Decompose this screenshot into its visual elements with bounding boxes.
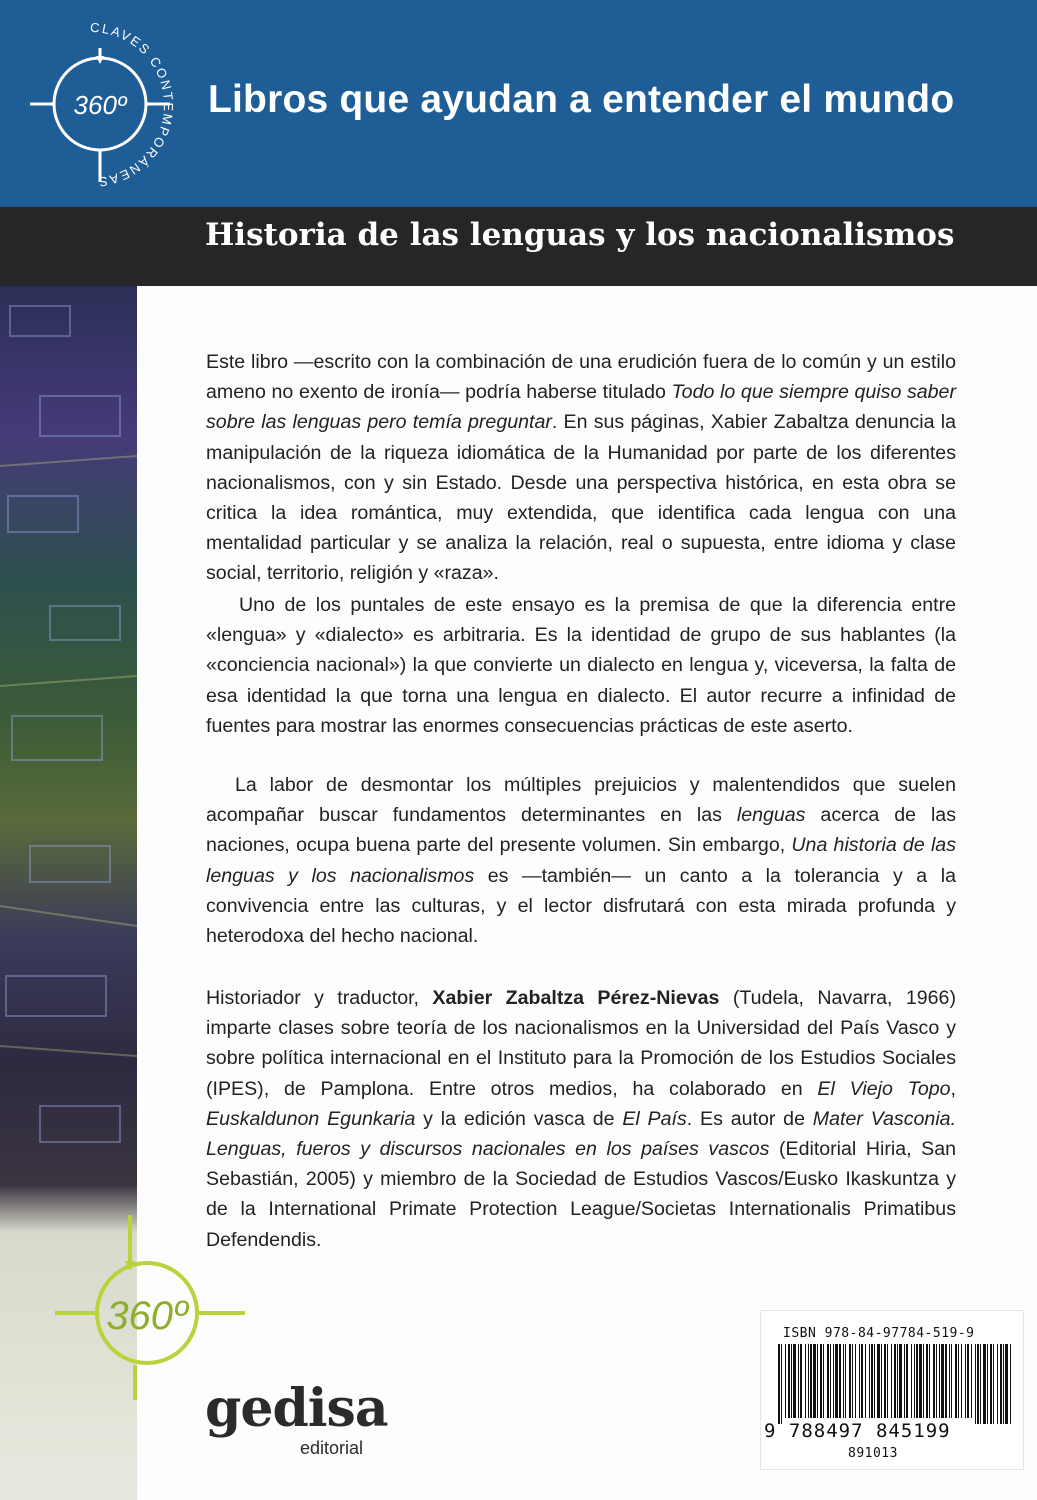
barcode-bar <box>1010 1344 1011 1424</box>
barcode-bar <box>971 1344 972 1418</box>
series-ring-text: CLAVES CONTEMPORÁNEAS <box>89 19 177 190</box>
barcode-bar <box>980 1344 981 1424</box>
barcode-bar <box>817 1344 818 1418</box>
barcode-bar <box>941 1344 944 1418</box>
barcode-bar <box>877 1344 880 1418</box>
bottom-badge: 360º <box>106 1294 188 1338</box>
barcode-bar <box>833 1344 834 1418</box>
barcode-bar <box>951 1344 952 1418</box>
barcode-bar <box>939 1344 940 1418</box>
barcode-bar <box>983 1344 986 1424</box>
author-bio: Historiador y traductor, Xabier Zabaltza Pérez-Nievas (Tudela, Navarra, 1966) imparte clases sobre teoría de los nacionalismos en la Universidad del País Vasco y sobre política internacional en el Instituto para la Promoción de los Estudios Sociales (IPES), de Pamplona. Entre otros medios, ha colaborado en El Viejo Topo, Euskaldunon Egunkaria y la edición vasca de El País. Es autor de Mater Vasconia. Lenguas, fueros y discursos nacionales en los países vascos (Editorial Hiria, San Sebastián, 2005) y miembro de la Sociedad de Estudios Vascos/Eusko Ikaskuntza y de la International Primate Protection League/Societas Internationalis Primatibus Defendendis. <box>206 987 957 1251</box>
book-title: Historia de las lenguas y los nacionalismos <box>205 217 955 253</box>
barcode-bar <box>975 1344 976 1424</box>
barcode-bar <box>835 1344 838 1418</box>
publisher-subtitle: editorial <box>300 1438 364 1458</box>
barcode-bar <box>884 1344 886 1418</box>
blurb-paragraph-2: Uno de los puntales de este ensayo es la premisa de que la diferencia entre «lengua» y «dialecto» es arbitraria. Es la identidad de grupo de sus hablantes (la «conciencia nacional») la que convierte un dialecto en lengua y, viceversa, la falta de esa identidad la que torna una lengua en dialecto. El autor recurre a infinidad de fuentes para mostrar las enormes consecuencias prácticas de este aserto. <box>206 594 956 737</box>
barcode-bar <box>965 1344 966 1418</box>
barcode-bar <box>911 1344 912 1418</box>
price-code: 891013 <box>848 1446 898 1461</box>
barcode-bar <box>929 1344 930 1418</box>
series-badge: 360º <box>73 90 127 120</box>
barcode-bar <box>949 1344 950 1418</box>
barcode-bar <box>810 1344 812 1418</box>
barcode-bar <box>1000 1344 1002 1424</box>
compass-360-icon <box>55 1215 250 1400</box>
barcode-bar <box>805 1344 806 1418</box>
barcode-bar <box>852 1344 853 1418</box>
barcode-bar <box>785 1344 786 1418</box>
barcode-bar <box>820 1344 822 1418</box>
barcode-bar <box>955 1344 957 1418</box>
barcode-bar <box>788 1344 790 1418</box>
barcode-bar <box>1003 1344 1004 1424</box>
barcode-bar <box>808 1344 809 1418</box>
barcode-bar <box>919 1344 922 1418</box>
barcode-bar <box>997 1344 998 1424</box>
publisher-logo: gedisa <box>205 1378 388 1439</box>
barcode-bar <box>993 1344 994 1424</box>
barcode <box>776 1344 1016 1424</box>
barcode-bar <box>855 1344 856 1418</box>
barcode-bar <box>891 1344 892 1418</box>
barcode-bar <box>845 1344 846 1418</box>
barcode-bar <box>843 1344 844 1418</box>
barcode-bar <box>827 1344 829 1418</box>
barcode-bar <box>861 1344 863 1418</box>
author-name: Xabier Zabaltza Pérez-Nievas <box>432 987 720 1009</box>
barcode-bar <box>987 1344 988 1424</box>
barcode-bar <box>894 1344 896 1418</box>
barcode-bar <box>859 1344 860 1418</box>
barcode-bar <box>830 1344 831 1418</box>
barcode-bar <box>813 1344 816 1418</box>
barcode-bar <box>778 1344 780 1424</box>
blurb-paragraph-3: La labor de desmontar los múltiples prejuicios y malentendidos que suelen acompañar buscar fundamentos determinantes en las lenguas acerca de las naciones, ocupa buena parte del presente volumen. Sin embargo, Una historia de las lenguas y los nacionalismos es —también— un canto a la tolerancia y a la convivencia entre las culturas, y el lector disfrutará con esta mirada profunda y heterodoxa del hecho nacional. <box>206 774 956 948</box>
barcode-bar <box>793 1344 796 1418</box>
barcode-bar <box>874 1344 875 1418</box>
barcode-bar <box>967 1344 969 1418</box>
barcode-bar <box>923 1344 924 1418</box>
barcode-bar <box>961 1344 962 1418</box>
barcode-bar <box>926 1344 928 1418</box>
barcode-bar <box>791 1344 792 1418</box>
isbn-label: ISBN 978-84-97784-519-9 <box>783 1326 975 1341</box>
barcode-bar <box>945 1344 947 1418</box>
barcode-bar <box>990 1344 992 1424</box>
barcode-bar <box>904 1344 905 1418</box>
barcode-digits: 9 788497 845199 <box>764 1420 951 1442</box>
barcode-bar <box>977 1344 979 1424</box>
barcode-bar <box>800 1344 802 1418</box>
barcode-bar <box>871 1344 873 1418</box>
barcode-bar <box>958 1344 959 1418</box>
barcode-bar <box>897 1344 898 1418</box>
series-header-band <box>0 0 1037 207</box>
barcode-bar <box>869 1344 870 1418</box>
barcode-bar <box>914 1344 915 1418</box>
barcode-bar <box>781 1344 782 1424</box>
series-tagline: Libros que ayudan a entender el mundo <box>208 78 955 121</box>
barcode-bar <box>849 1344 851 1418</box>
barcode-bar <box>881 1344 882 1418</box>
barcode-bar <box>916 1344 918 1418</box>
barcode-bar <box>865 1344 866 1418</box>
barcode-bar <box>887 1344 888 1418</box>
barcode-bar <box>798 1344 799 1418</box>
barcode-bar <box>1005 1344 1008 1424</box>
barcode-bar <box>839 1344 841 1418</box>
compass-360-icon <box>20 12 180 192</box>
barcode-bar <box>933 1344 935 1418</box>
blurb-paragraph-1: Este libro —escrito con la combinación de una erudición fuera de lo común y un estilo ameno no exento de ironía— podría haberse titulado Todo lo que siempre quiso saber sobre las lenguas pero temía preguntar. En sus páginas, Xabier Zabaltza denuncia la manipulación de la riqueza idiomática de la Humanidad por parte de los diferentes nacionalismos, con y sin Estado. Desde una perspectiva histórica, en esta obra se critica la idea romántica, muy extendida, que identifica cada lengua con una mentalidad particular y se analiza la relación, real o supuesta, entre idioma y clase social, territorio, religión y «raza». <box>206 351 956 585</box>
barcode-bar <box>936 1344 937 1418</box>
barcode-bar <box>899 1344 902 1418</box>
barcode-bar <box>906 1344 908 1418</box>
barcode-bar <box>823 1344 824 1418</box>
